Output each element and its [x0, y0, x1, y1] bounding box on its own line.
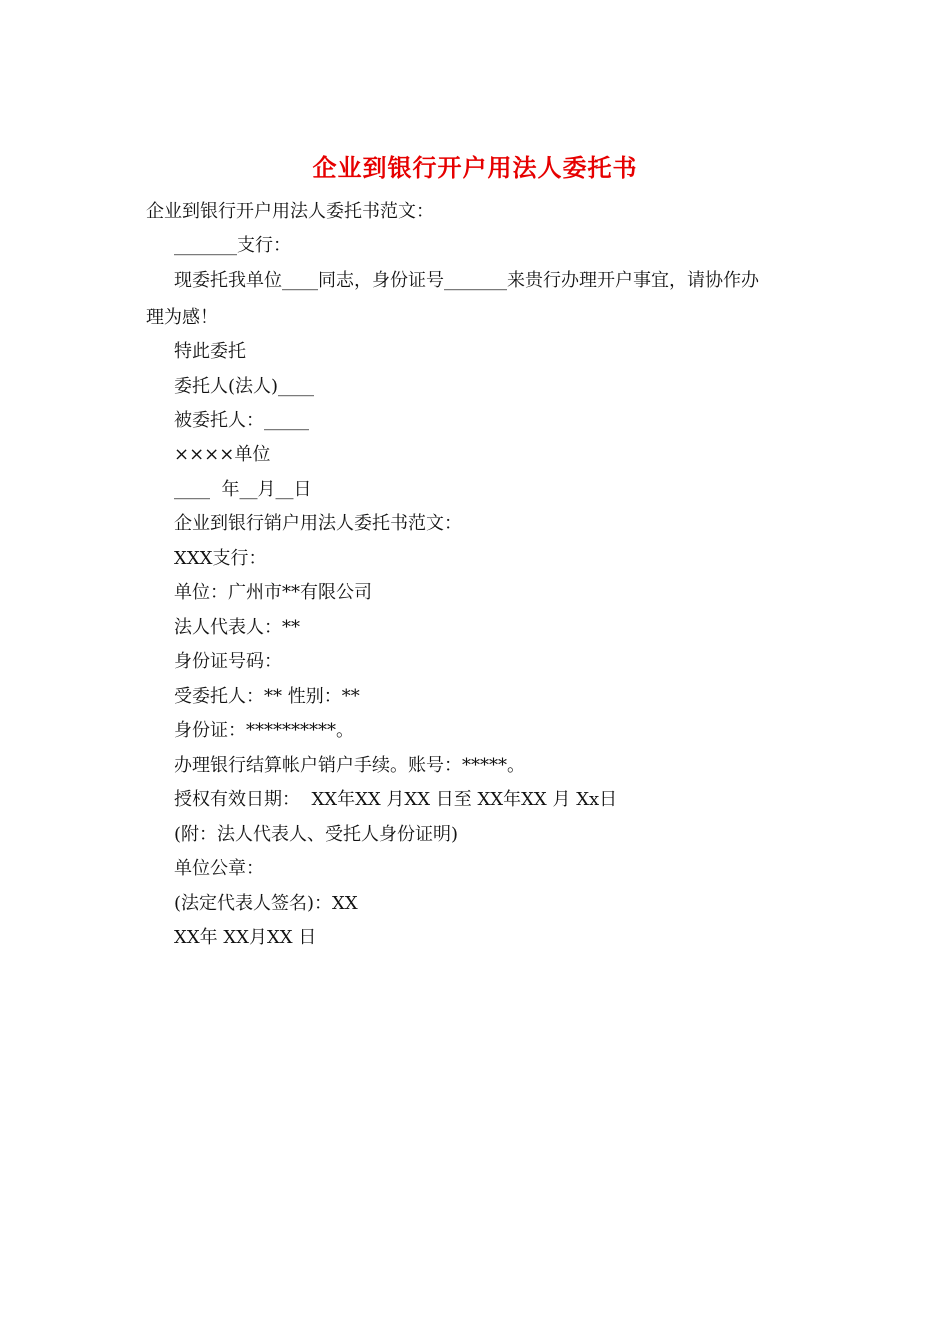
- body-line-branch-open: _______支行：: [174, 235, 291, 256]
- body-line-intro-close: 企业到银行销户用法人委托书范文：: [174, 513, 462, 534]
- body-line-agent: 被委托人：_____: [174, 410, 309, 431]
- body-line-signature: (法定代表人签名)：XX: [174, 893, 358, 914]
- body-line-branch-close: XXX支行：: [174, 548, 267, 569]
- body-line-company: 单位：广州市**有限公司: [174, 582, 372, 603]
- body-line-entrust-text: 现委托我单位____同志，身份证号_______来贵行办理开户事宜，请协作办: [174, 270, 759, 291]
- body-line-id-number: 身份证号码：: [174, 651, 282, 672]
- body-line-attachment: (附：法人代表人、受托人身份证明): [174, 824, 459, 845]
- body-line-unit: ××××单位: [174, 444, 271, 465]
- body-line-hereby: 特此委托: [174, 341, 246, 362]
- body-line-close-procedure: 办理银行结算帐户销户手续。账号：*****。: [174, 755, 525, 776]
- body-line-intro-open: 企业到银行开户用法人委托书范文：: [146, 201, 434, 222]
- body-line-id-card: 身份证：**********。: [174, 720, 354, 741]
- body-line-entrust-cont: 理为感！: [146, 307, 218, 328]
- body-line-date-open: ____ 年__月__日: [174, 479, 312, 500]
- document-title: 企业到银行开户用法人委托书: [312, 153, 638, 182]
- body-line-official-seal: 单位公章：: [174, 858, 264, 879]
- body-line-date-close: XX年 XX月XX 日: [174, 927, 317, 948]
- body-line-trustee: 受委托人：** 性别：**: [174, 686, 360, 707]
- body-line-principal: 委托人(法人)____: [174, 376, 315, 397]
- body-line-legal-rep: 法人代表人：**: [174, 617, 300, 638]
- body-line-validity: 授权有效日期： XX年XX 月XX 日至 XX年XX 月 Xx日: [174, 789, 618, 810]
